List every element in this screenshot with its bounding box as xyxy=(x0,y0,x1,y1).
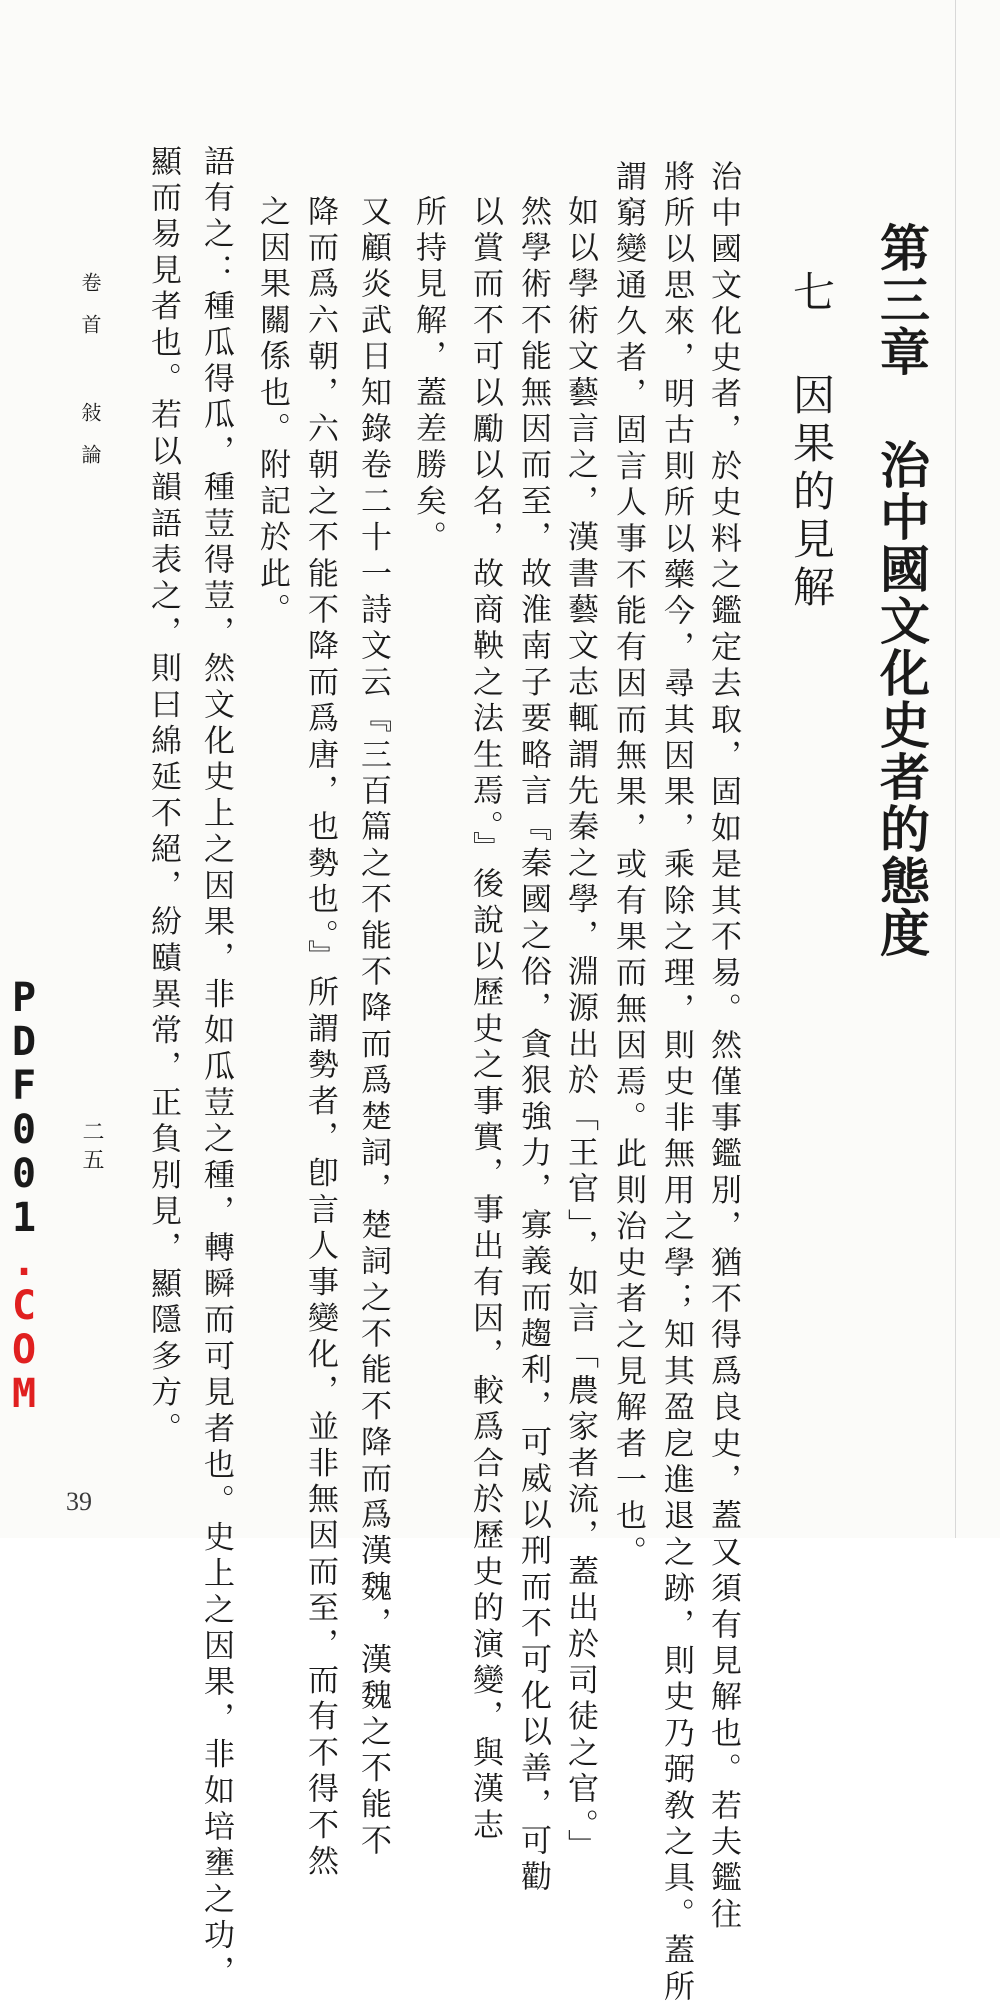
watermark-part-2: .COM xyxy=(1,1239,47,1415)
text-column-6: 以賞而不可以勵以名，故商鞅之法生焉。』後說以歷史之事實，事出有因，較爲合於歷史的演變，與漢志 xyxy=(467,195,503,1845)
page-number: 39 xyxy=(66,1487,92,1516)
text-column-7: 所持見解，蓋差勝矣。 xyxy=(410,195,446,557)
text-column-4: 如以學術文藝言之，漢書藝文志輒謂先秦之學，淵源出於「王官」，如言「農家者流，蓋出於司徒之官。」 xyxy=(562,195,598,1866)
text-column-5: 然學術不能無因而至，故淮南子要略言『秦國之俗，貪狠強力，寡義而趨利，可威以刑而不可化以善，可勸 xyxy=(515,195,551,1897)
text-column-1: 治中國文化史者，於史料之鑑定去取，固如是其不易。然僅事鑑別，猶不得爲良史，蓋又須有見解也。若夫鑑往 xyxy=(705,160,741,1934)
text-column-3: 謂窮變通久者，固言人事不能有因而無果，或有果而無因焉。此則治史者之見解者一也。 xyxy=(610,160,646,1572)
text-column-2: 將所以思來，明古則所以藥今，尋其因果，乘除之理，則史非無用之學；知其盈戹進退之跡，則史乃弼敎之具。蓋所 xyxy=(658,160,694,2006)
text-column-11: 語有之：種瓜得瓜，種荳得荳，然文化史上之因果，非如瓜荳之種，轉瞬而可見者也。史上之因果，非如培壅之功， xyxy=(198,145,234,1992)
watermark xyxy=(1,975,47,1415)
watermark-part-1: PDF001 xyxy=(1,975,47,1239)
text-column-12: 顯而易見者也。若以韻語表之，則曰綿延不絕，紛賾異常，正負別見，顯隱多方。 xyxy=(145,145,181,1449)
text-column-10: 之因果關係也。附記於此。 xyxy=(254,195,290,630)
text-column-8: 又顧炎武日知錄卷二十一詩文云『三百篇之不能不降而爲楚詞，楚詞之不能不降而爲漢魏，漢魏之不能不 xyxy=(355,195,391,1861)
chapter-title: 第三章 治中國文化史者的態度 xyxy=(872,222,931,959)
chapter-page-number: 二五 xyxy=(79,1120,104,1176)
running-header: 卷首 敍論 xyxy=(78,272,102,486)
page-edge-line xyxy=(955,0,956,1538)
text-column-9: 降而爲六朝，六朝之不能不降而爲唐，也勢也。』所謂勢者，卽言人事變化，並非無因而至，而有不得不然 xyxy=(302,195,338,1881)
section-title: 七 因果的見解 xyxy=(787,270,836,613)
